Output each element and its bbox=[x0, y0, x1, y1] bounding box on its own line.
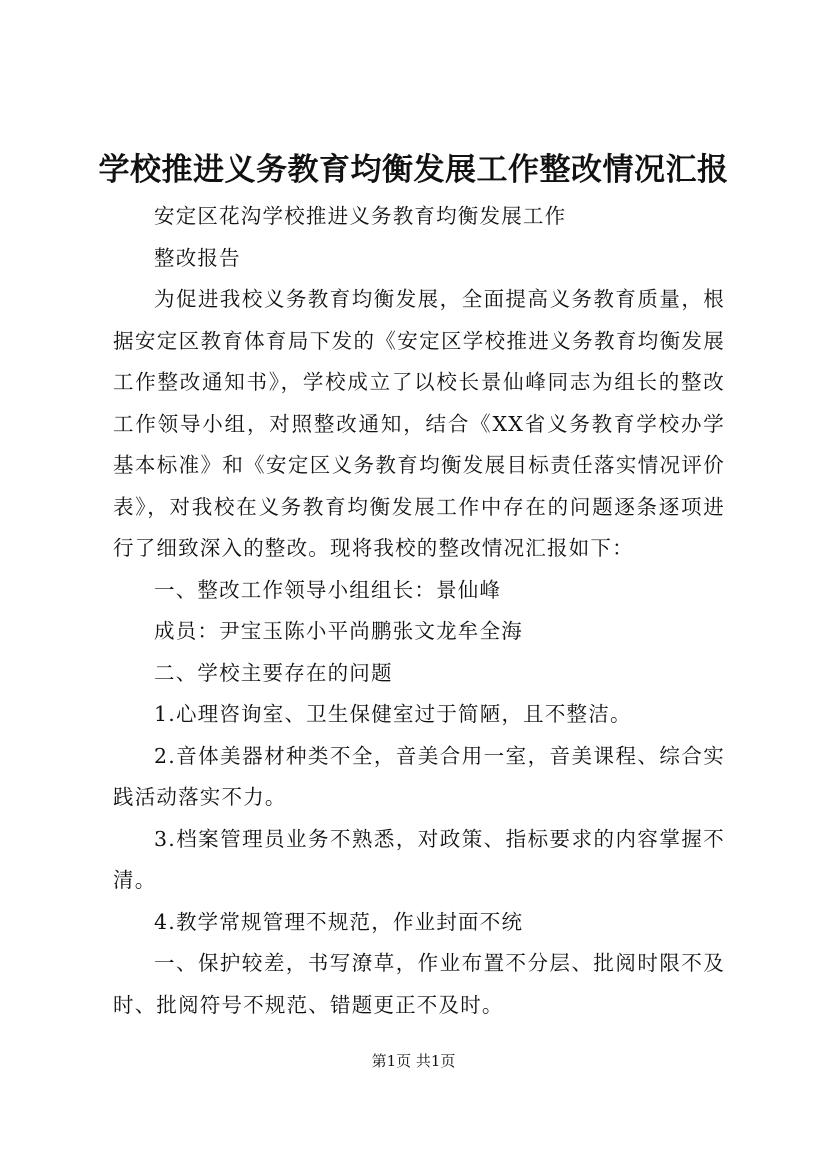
paragraph-members: 成员：尹宝玉陈小平尚鹏张文龙牟全海 bbox=[154, 619, 523, 643]
document-title: 学校推进义务教育均衡发展工作整改情况汇报 bbox=[98, 152, 729, 188]
paragraph-intro: 为促进我校义务教育均衡发展，全面提高义务教育质量，根据安定区教育体育局下发的《安定区学校推进义务教育均衡发展工作整改通知书》，学校成立了以校长景仙峰同志为组长的整改工作领导小组，对照整改通知，结合《XX省义务教育学校办学基本标准》和《安定区义务教育均衡发展目标责任落实情况评价表》，对我校在义务教育均衡发展工作中存在的问题逐条逐项进行了细致深入的整改。现将我校的整改情况汇报如下： bbox=[113, 287, 725, 560]
paragraph-school-name: 安定区花沟学校推进义务教育均衡发展工作 bbox=[154, 204, 567, 228]
document-body bbox=[113, 196, 725, 1026]
paragraph-leader: 一、整改工作领导小组组长：景仙峰 bbox=[154, 577, 502, 602]
page-footer: 第1页 共1页 bbox=[371, 1052, 456, 1070]
paragraph-problem-2: 2.音体美器材种类不全，音美合用一室，音美课程、综合实践活动落实不力。 bbox=[113, 743, 725, 809]
paragraph-problem-4: 4.教学常规管理不规范，作业封面不统 bbox=[154, 909, 524, 934]
paragraph-problem-4-cont: 一、保护较差，书写潦草，作业布置不分层、批阅时限不及时、批阅符号不规范、错题更正不及时。 bbox=[113, 951, 725, 1017]
paragraph-problem-3: 3.档案管理员业务不熟悉，对政策、指标要求的内容掌握不清。 bbox=[113, 826, 725, 892]
paragraph-section-problems: 二、学校主要存在的问题 bbox=[154, 660, 393, 685]
paragraph-report-label: 整改报告 bbox=[154, 245, 241, 270]
paragraph-problem-1: 1.心理咨询室、卫生保健室过于简陋，且不整洁。 bbox=[154, 702, 632, 726]
